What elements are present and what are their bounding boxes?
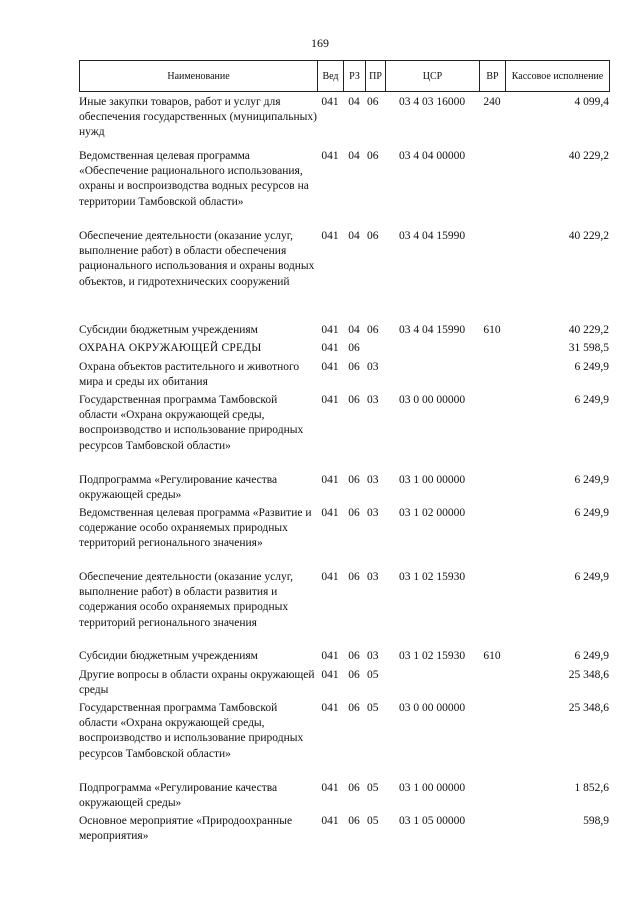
row-rz: 06 bbox=[348, 342, 360, 354]
row-csr: 03 4 03 16000 bbox=[398, 96, 466, 108]
row-pr: 03 bbox=[367, 507, 379, 519]
header-name: Наименование bbox=[80, 61, 318, 92]
row-vr: 240 bbox=[483, 96, 501, 108]
row-amount: 1 852,6 bbox=[574, 782, 609, 794]
row-csr: 03 1 02 15930 bbox=[398, 650, 466, 662]
row-ved: 041 bbox=[321, 150, 339, 162]
row-csr: 03 1 00 00000 bbox=[398, 474, 466, 486]
row-amount: 40 229,2 bbox=[568, 150, 609, 162]
row-csr: 03 1 02 00000 bbox=[398, 507, 466, 519]
row-csr: 03 1 02 15930 bbox=[398, 571, 466, 583]
row-name: Охрана объектов растительного и животного мира и среды их обитания bbox=[79, 361, 300, 389]
row-vr: 610 bbox=[483, 324, 501, 336]
table-row bbox=[79, 323, 609, 338]
row-pr: 03 bbox=[367, 394, 379, 406]
table-row bbox=[79, 341, 609, 356]
header-ved: Вед bbox=[318, 61, 344, 92]
row-csr: 03 0 00 00000 bbox=[398, 702, 466, 714]
row-pr: 06 bbox=[367, 230, 379, 242]
row-pr: 03 bbox=[367, 650, 379, 662]
page-number: 169 bbox=[311, 36, 329, 50]
row-csr: 03 1 05 00000 bbox=[398, 815, 466, 827]
row-amount: 6 249,9 bbox=[574, 507, 609, 519]
row-amount: 4 099,4 bbox=[574, 96, 609, 108]
row-name: Государственная программа Тамбовской области «Охрана окружающей среды, воспроизводство и использование природных ресурсов Тамбовской области» bbox=[79, 394, 304, 452]
row-amount: 6 249,9 bbox=[574, 650, 609, 662]
table-header bbox=[79, 60, 610, 92]
row-amount: 6 249,9 bbox=[574, 571, 609, 583]
row-ved: 041 bbox=[321, 650, 339, 662]
row-name: Ведомственная целевая программа «Развитие и содержание особо охраняемых природных территорий регионального значения» bbox=[79, 507, 312, 550]
row-ved: 041 bbox=[321, 324, 339, 336]
row-rz: 04 bbox=[348, 150, 360, 162]
table-row bbox=[79, 701, 609, 762]
row-amount: 6 249,9 bbox=[574, 361, 609, 373]
table-row bbox=[79, 570, 609, 631]
row-ved: 041 bbox=[321, 702, 339, 714]
row-amount: 6 249,9 bbox=[574, 394, 609, 406]
table-row bbox=[79, 393, 609, 454]
row-ved: 041 bbox=[321, 815, 339, 827]
table-row bbox=[79, 649, 609, 664]
row-name: Подпрограмма «Регулирование качества окружающей среды» bbox=[79, 474, 278, 502]
table-row bbox=[79, 668, 609, 698]
row-pr: 03 bbox=[367, 361, 379, 373]
row-ved: 041 bbox=[321, 394, 339, 406]
row-csr: 03 4 04 15990 bbox=[398, 324, 466, 336]
row-rz: 06 bbox=[348, 650, 360, 662]
table-row bbox=[79, 473, 609, 503]
row-rz: 06 bbox=[348, 474, 360, 486]
row-csr: 03 1 00 00000 bbox=[398, 782, 466, 794]
row-rz: 06 bbox=[348, 815, 360, 827]
row-pr: 03 bbox=[367, 474, 379, 486]
table-row bbox=[79, 781, 609, 811]
row-name: ОХРАНА ОКРУЖАЮЩЕЙ СРЕДЫ bbox=[79, 342, 262, 354]
row-rz: 06 bbox=[348, 571, 360, 583]
row-amount: 598,9 bbox=[583, 815, 609, 827]
row-name: Другие вопросы в области охраны окружающей среды bbox=[79, 669, 315, 697]
header-csr: ЦСР bbox=[386, 61, 480, 92]
row-name: Обеспечение деятельности (оказание услуг, выполнение работ) в области развития и содержания особо охраняемых природных территорий регионального значения bbox=[79, 571, 294, 629]
row-csr: 03 4 04 15990 bbox=[398, 230, 466, 242]
row-ved: 041 bbox=[321, 571, 339, 583]
header-pr: ПР bbox=[366, 61, 386, 92]
row-amount: 6 249,9 bbox=[574, 474, 609, 486]
table-row bbox=[79, 360, 609, 390]
row-ved: 041 bbox=[321, 782, 339, 794]
table-row bbox=[79, 814, 609, 844]
row-pr: 05 bbox=[367, 782, 379, 794]
row-rz: 04 bbox=[348, 230, 360, 242]
row-name: Ведомственная целевая программа «Обеспечение рационального использования, охраны и воспроизводства водных ресурсов на территории Тамбовской области» bbox=[79, 150, 309, 208]
row-pr: 06 bbox=[367, 324, 379, 336]
row-amount: 31 598,5 bbox=[568, 342, 609, 354]
row-rz: 06 bbox=[348, 507, 360, 519]
row-pr: 06 bbox=[367, 150, 379, 162]
row-name: Основное мероприятие «Природоохранные мероприятия» bbox=[79, 815, 293, 843]
row-pr: 05 bbox=[367, 815, 379, 827]
header-vr: ВР bbox=[480, 61, 506, 92]
row-pr: 03 bbox=[367, 571, 379, 583]
table-row bbox=[79, 229, 609, 290]
header-rz: РЗ bbox=[344, 61, 366, 92]
row-ved: 041 bbox=[321, 230, 339, 242]
row-ved: 041 bbox=[321, 507, 339, 519]
row-rz: 06 bbox=[348, 669, 360, 681]
row-pr: 05 bbox=[367, 702, 379, 714]
row-ved: 041 bbox=[321, 342, 339, 354]
row-vr: 610 bbox=[483, 650, 501, 662]
table-row bbox=[79, 95, 609, 141]
row-name: Субсидии бюджетным учреждениям bbox=[79, 650, 258, 662]
row-amount: 25 348,6 bbox=[568, 702, 609, 714]
row-rz: 06 bbox=[348, 782, 360, 794]
row-rz: 06 bbox=[348, 394, 360, 406]
row-name: Обеспечение деятельности (оказание услуг, выполнение работ) в области обеспечения рационального использования и охраны водных объектов, и гидротехнических сооружений bbox=[79, 230, 315, 288]
table-row bbox=[79, 149, 609, 210]
row-name: Подпрограмма «Регулирование качества окружающей среды» bbox=[79, 782, 278, 810]
row-ved: 041 bbox=[321, 474, 339, 486]
row-pr: 05 bbox=[367, 669, 379, 681]
row-amount: 40 229,2 bbox=[568, 324, 609, 336]
row-amount: 40 229,2 bbox=[568, 230, 609, 242]
row-name: Иные закупки товаров, работ и услуг для обеспечения государственных (муниципальных) нужд bbox=[79, 96, 317, 139]
row-rz: 04 bbox=[348, 324, 360, 336]
row-rz: 06 bbox=[348, 702, 360, 714]
row-amount: 25 348,6 bbox=[568, 669, 609, 681]
row-pr: 06 bbox=[367, 96, 379, 108]
row-ved: 041 bbox=[321, 669, 339, 681]
row-csr: 03 4 04 00000 bbox=[398, 150, 466, 162]
row-rz: 04 bbox=[348, 96, 360, 108]
row-rz: 06 bbox=[348, 361, 360, 373]
table-row bbox=[79, 506, 609, 552]
row-ved: 041 bbox=[321, 96, 339, 108]
row-ved: 041 bbox=[321, 361, 339, 373]
row-name: Государственная программа Тамбовской области «Охрана окружающей среды, воспроизводство и использование природных ресурсов Тамбовской области» bbox=[79, 702, 304, 760]
row-name: Субсидии бюджетным учреждениям bbox=[79, 324, 258, 336]
header-amount: Кассовое исполнение bbox=[506, 61, 610, 92]
row-csr: 03 0 00 00000 bbox=[398, 394, 466, 406]
